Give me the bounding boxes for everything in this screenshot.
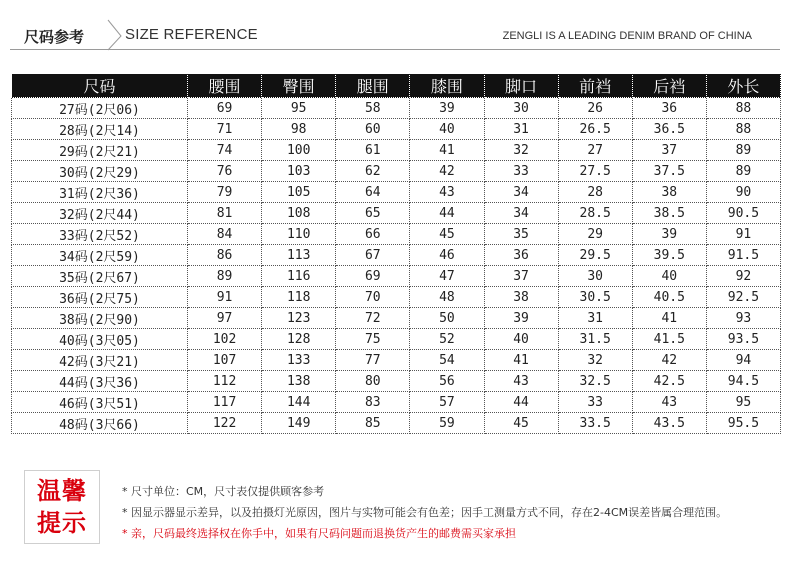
measurement-cell: 37.5 xyxy=(632,161,706,182)
measurement-cell: 122 xyxy=(188,413,262,434)
measurement-cell: 90.5 xyxy=(706,203,780,224)
column-header: 膝围 xyxy=(410,74,484,98)
measurement-cell: 69 xyxy=(336,266,410,287)
measurement-cell: 118 xyxy=(262,287,336,308)
measurement-cell: 81 xyxy=(188,203,262,224)
size-cell: 30码(2尺29) xyxy=(12,161,188,182)
table-header-row xyxy=(12,74,781,98)
measurement-cell: 57 xyxy=(410,392,484,413)
measurement-cell: 38 xyxy=(484,287,558,308)
measurement-cell: 85 xyxy=(336,413,410,434)
measurement-cell: 58 xyxy=(336,98,410,119)
measurement-cell: 38.5 xyxy=(632,203,706,224)
measurement-cell: 138 xyxy=(262,371,336,392)
column-header: 脚口 xyxy=(484,74,558,98)
measurement-cell: 102 xyxy=(188,329,262,350)
measurement-cell: 76 xyxy=(188,161,262,182)
measurement-cell: 44 xyxy=(484,392,558,413)
measurement-cell: 98 xyxy=(262,119,336,140)
measurement-cell: 33 xyxy=(484,161,558,182)
size-cell: 36码(2尺75) xyxy=(12,287,188,308)
measurement-cell: 45 xyxy=(410,224,484,245)
measurement-cell: 26.5 xyxy=(558,119,632,140)
measurement-cell: 70 xyxy=(336,287,410,308)
size-cell: 33码(2尺52) xyxy=(12,224,188,245)
measurement-cell: 80 xyxy=(336,371,410,392)
tips-badge xyxy=(24,470,100,544)
measurement-cell: 32 xyxy=(484,140,558,161)
table-row xyxy=(12,392,781,413)
table-row xyxy=(12,224,781,245)
measurement-cell: 88 xyxy=(706,98,780,119)
measurement-cell: 95.5 xyxy=(706,413,780,434)
measurement-cell: 35 xyxy=(484,224,558,245)
measurement-cell: 33 xyxy=(558,392,632,413)
measurement-cell: 100 xyxy=(262,140,336,161)
measurement-cell: 39 xyxy=(484,308,558,329)
table-row xyxy=(12,287,781,308)
measurement-cell: 27 xyxy=(558,140,632,161)
title-chinese: 尺码参考 xyxy=(24,28,85,46)
measurement-cell: 123 xyxy=(262,308,336,329)
measurement-cell: 43.5 xyxy=(632,413,706,434)
measurement-cell: 107 xyxy=(188,350,262,371)
table-row xyxy=(12,203,781,224)
measurement-cell: 66 xyxy=(336,224,410,245)
column-header: 后裆 xyxy=(632,74,706,98)
measurement-cell: 128 xyxy=(262,329,336,350)
measurement-cell: 42.5 xyxy=(632,371,706,392)
measurement-cell: 52 xyxy=(410,329,484,350)
measurement-cell: 40.5 xyxy=(632,287,706,308)
measurement-cell: 40 xyxy=(484,329,558,350)
measurement-cell: 62 xyxy=(336,161,410,182)
measurement-cell: 37 xyxy=(632,140,706,161)
measurement-cell: 91.5 xyxy=(706,245,780,266)
table-row xyxy=(12,350,781,371)
measurement-cell: 43 xyxy=(410,182,484,203)
measurement-cell: 64 xyxy=(336,182,410,203)
size-cell: 48码(3尺66) xyxy=(12,413,188,434)
measurement-cell: 40 xyxy=(410,119,484,140)
measurement-cell: 83 xyxy=(336,392,410,413)
size-cell: 34码(2尺59) xyxy=(12,245,188,266)
measurement-cell: 30.5 xyxy=(558,287,632,308)
size-cell: 42码(3尺21) xyxy=(12,350,188,371)
measurement-cell: 113 xyxy=(262,245,336,266)
measurement-cell: 26 xyxy=(558,98,632,119)
measurement-cell: 31.5 xyxy=(558,329,632,350)
measurement-cell: 71 xyxy=(188,119,262,140)
measurement-cell: 41 xyxy=(632,308,706,329)
measurement-cell: 38 xyxy=(632,182,706,203)
measurement-cell: 90 xyxy=(706,182,780,203)
measurement-cell: 42 xyxy=(410,161,484,182)
measurement-cell: 50 xyxy=(410,308,484,329)
size-cell: 46码(3尺51) xyxy=(12,392,188,413)
measurement-cell: 39.5 xyxy=(632,245,706,266)
measurement-cell: 95 xyxy=(262,98,336,119)
measurement-cell: 28 xyxy=(558,182,632,203)
measurement-cell: 59 xyxy=(410,413,484,434)
size-cell: 35码(2尺67) xyxy=(12,266,188,287)
measurement-cell: 133 xyxy=(262,350,336,371)
measurement-cell: 31 xyxy=(558,308,632,329)
brand-slogan: ZENGLI IS A LEADING DENIM BRAND OF CHINA xyxy=(502,30,752,42)
measurement-cell: 34 xyxy=(484,182,558,203)
header-divider xyxy=(10,49,780,50)
measurement-cell: 91 xyxy=(706,224,780,245)
table-row xyxy=(12,266,781,287)
measurement-cell: 30 xyxy=(558,266,632,287)
measurement-cell: 94.5 xyxy=(706,371,780,392)
measurement-cell: 48 xyxy=(410,287,484,308)
table-row xyxy=(12,413,781,434)
measurement-cell: 144 xyxy=(262,392,336,413)
measurement-cell: 105 xyxy=(262,182,336,203)
table-body xyxy=(12,98,781,434)
measurement-cell: 60 xyxy=(336,119,410,140)
measurement-cell: 108 xyxy=(262,203,336,224)
measurement-cell: 29 xyxy=(558,224,632,245)
size-cell: 40码(3尺05) xyxy=(12,329,188,350)
table-row xyxy=(12,161,781,182)
measurement-cell: 77 xyxy=(336,350,410,371)
measurement-cell: 36 xyxy=(484,245,558,266)
measurement-cell: 41.5 xyxy=(632,329,706,350)
measurement-cell: 116 xyxy=(262,266,336,287)
measurement-cell: 32 xyxy=(558,350,632,371)
measurement-cell: 29.5 xyxy=(558,245,632,266)
table-row xyxy=(12,119,781,140)
tips-label-line1: 温馨 xyxy=(37,477,87,505)
measurement-cell: 94 xyxy=(706,350,780,371)
column-header: 腿围 xyxy=(336,74,410,98)
measurement-cell: 28.5 xyxy=(558,203,632,224)
measurement-cell: 36.5 xyxy=(632,119,706,140)
measurement-cell: 75 xyxy=(336,329,410,350)
column-header: 外长 xyxy=(706,74,780,98)
table-row xyxy=(12,308,781,329)
measurement-cell: 42 xyxy=(632,350,706,371)
measurement-cell: 65 xyxy=(336,203,410,224)
measurement-cell: 149 xyxy=(262,413,336,434)
measurement-cell: 93.5 xyxy=(706,329,780,350)
tips-notes xyxy=(122,481,727,544)
measurement-cell: 39 xyxy=(410,98,484,119)
note-item: * 尺寸单位：CM，尺寸表仅提供顾客参考 xyxy=(122,485,325,498)
measurement-cell: 41 xyxy=(410,140,484,161)
measurement-cell: 67 xyxy=(336,245,410,266)
size-cell: 38码(2尺90) xyxy=(12,308,188,329)
measurement-cell: 56 xyxy=(410,371,484,392)
table-row xyxy=(12,182,781,203)
size-cell: 31码(2尺36) xyxy=(12,182,188,203)
size-cell: 44码(3尺36) xyxy=(12,371,188,392)
measurement-cell: 103 xyxy=(262,161,336,182)
measurement-cell: 74 xyxy=(188,140,262,161)
measurement-cell: 30 xyxy=(484,98,558,119)
measurement-cell: 27.5 xyxy=(558,161,632,182)
size-cell: 28码(2尺14) xyxy=(12,119,188,140)
table-row xyxy=(12,371,781,392)
measurement-cell: 79 xyxy=(188,182,262,203)
note-item-warning: * 亲，尺码最终选择权在你手中，如果有尺码问题而退换货产生的邮费需买家承担 xyxy=(122,527,516,540)
measurement-cell: 69 xyxy=(188,98,262,119)
measurement-cell: 31 xyxy=(484,119,558,140)
measurement-cell: 72 xyxy=(336,308,410,329)
size-cell: 27码(2尺06) xyxy=(12,98,188,119)
measurement-cell: 44 xyxy=(410,203,484,224)
measurement-cell: 36 xyxy=(632,98,706,119)
measurement-cell: 89 xyxy=(188,266,262,287)
measurement-cell: 41 xyxy=(484,350,558,371)
measurement-cell: 33.5 xyxy=(558,413,632,434)
measurement-cell: 34 xyxy=(484,203,558,224)
measurement-cell: 92.5 xyxy=(706,287,780,308)
measurement-cell: 88 xyxy=(706,119,780,140)
measurement-cell: 89 xyxy=(706,161,780,182)
table-row xyxy=(12,98,781,119)
measurement-cell: 110 xyxy=(262,224,336,245)
measurement-cell: 37 xyxy=(484,266,558,287)
column-header: 前裆 xyxy=(558,74,632,98)
measurement-cell: 47 xyxy=(410,266,484,287)
measurement-cell: 39 xyxy=(632,224,706,245)
measurement-cell: 86 xyxy=(188,245,262,266)
measurement-cell: 92 xyxy=(706,266,780,287)
measurement-cell: 32.5 xyxy=(558,371,632,392)
measurement-cell: 46 xyxy=(410,245,484,266)
size-cell: 29码(2尺21) xyxy=(12,140,188,161)
measurement-cell: 93 xyxy=(706,308,780,329)
measurement-cell: 54 xyxy=(410,350,484,371)
measurement-cell: 97 xyxy=(188,308,262,329)
table-row xyxy=(12,245,781,266)
divider-slash-icon xyxy=(0,0,130,52)
page-header xyxy=(0,0,790,52)
measurement-cell: 95 xyxy=(706,392,780,413)
size-table xyxy=(11,73,781,434)
measurement-cell: 117 xyxy=(188,392,262,413)
measurement-cell: 61 xyxy=(336,140,410,161)
column-header: 腰围 xyxy=(188,74,262,98)
measurement-cell: 45 xyxy=(484,413,558,434)
table-row xyxy=(12,140,781,161)
note-item: * 因显示器显示差异，以及拍摄灯光原因，图片与实物可能会有色差；因手工测量方式不同，存在2-4CM误差皆属合理范围。 xyxy=(122,506,728,519)
tips-label-line2: 提示 xyxy=(37,509,87,537)
column-header: 臀围 xyxy=(262,74,336,98)
measurement-cell: 43 xyxy=(484,371,558,392)
size-cell: 32码(2尺44) xyxy=(12,203,188,224)
measurement-cell: 43 xyxy=(632,392,706,413)
measurement-cell: 112 xyxy=(188,371,262,392)
table-row xyxy=(12,329,781,350)
title-english: SIZE REFERENCE xyxy=(125,26,258,43)
measurement-cell: 91 xyxy=(188,287,262,308)
measurement-cell: 84 xyxy=(188,224,262,245)
measurement-cell: 89 xyxy=(706,140,780,161)
column-header: 尺码 xyxy=(12,74,188,98)
measurement-cell: 40 xyxy=(632,266,706,287)
